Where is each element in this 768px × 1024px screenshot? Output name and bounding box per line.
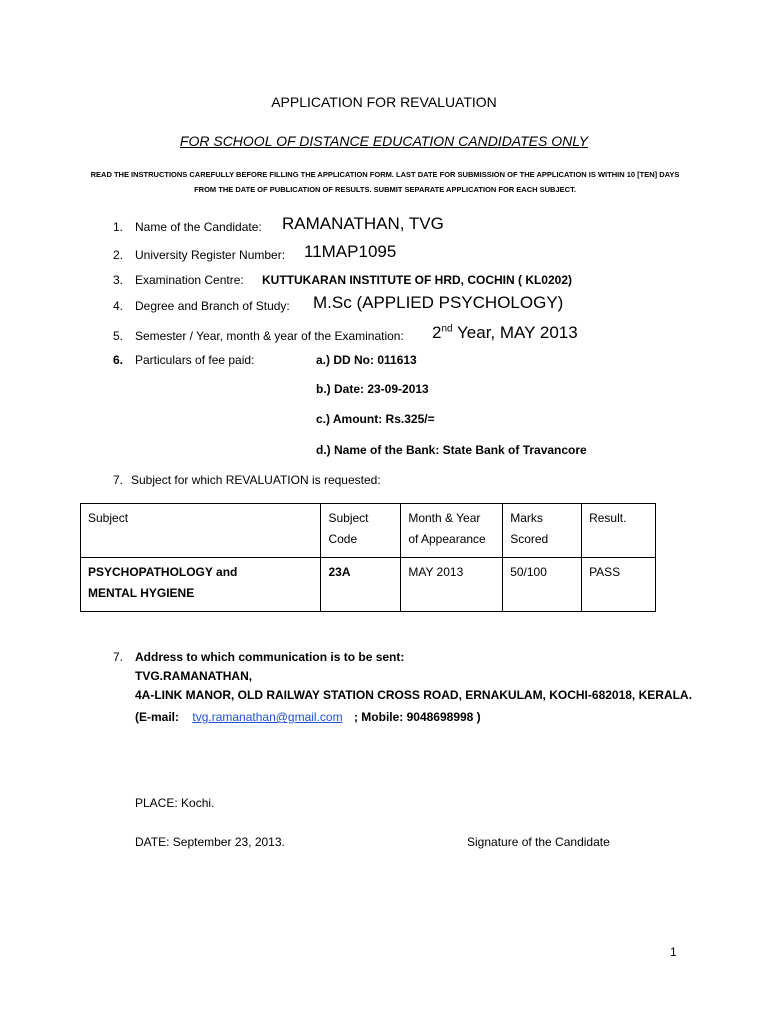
- fee-label: Particulars of fee paid:: [135, 353, 255, 367]
- email-link[interactable]: tvg.ramanathan@gmail.com: [192, 710, 343, 724]
- subject-line2: MENTAL HYGIENE: [88, 586, 195, 600]
- table-cell-month-year: [401, 558, 503, 612]
- register-number-label: University Register Number:: [135, 248, 286, 262]
- fee-amount: c.) Amount: Rs.325/=: [316, 412, 435, 426]
- header-subject-code-line2: Code: [328, 532, 358, 546]
- candidate-name-label: Name of the Candidate:: [135, 220, 262, 234]
- subject-line1: PSYCHOPATHOLOGY and: [88, 565, 238, 579]
- table-cell-code: [321, 558, 401, 612]
- item-number: 7.: [113, 650, 124, 664]
- degree-label: Degree and Branch of Study:: [135, 299, 290, 313]
- header-result: Result.: [589, 511, 627, 525]
- degree-value: M.Sc (APPLIED PSYCHOLOGY): [313, 293, 564, 312]
- revaluation-subject-table: [80, 503, 656, 612]
- fee-date: b.) Date: 23-09-2013: [316, 382, 429, 396]
- item-number: 3.: [113, 273, 124, 287]
- address-name: TVG.RAMANATHAN,: [135, 669, 253, 683]
- exam-centre-label: Examination Centre:: [135, 273, 244, 287]
- item-number: 6.: [113, 353, 124, 367]
- header-month-year-line2: of Appearance: [408, 532, 486, 546]
- table-header-cell: [81, 504, 321, 558]
- address-line: 4A-LINK MANOR, OLD RAILWAY STATION CROSS ROAD, ERNAKULAM, KOCHI-682018, KERALA.: [135, 688, 692, 702]
- date-text: DATE: September 23, 2013.: [135, 835, 285, 849]
- semester-year-rest: Year, MAY 2013: [452, 323, 578, 342]
- table-cell-result: [582, 558, 656, 612]
- table-header-row: [81, 504, 656, 558]
- table-header-cell: [321, 504, 401, 558]
- semester-label: Semester / Year, month & year of the Examination:: [135, 329, 404, 343]
- item-number: 5.: [113, 329, 124, 343]
- mobile-number: ; Mobile: 9048698998 ): [353, 710, 481, 724]
- month-year: MAY 2013: [408, 565, 464, 579]
- marks: 50/100: [510, 565, 547, 579]
- page-number: 1: [670, 945, 677, 959]
- header-subject-code-line1: Subject: [328, 511, 369, 525]
- signature-label: Signature of the Candidate: [467, 835, 610, 849]
- item-number: 4.: [113, 299, 124, 313]
- table-cell-subject: [81, 558, 321, 612]
- instructions-text: READ THE INSTRUCTIONS CAREFULLY BEFORE FILLING THE APPLICATION FORM. LAST DATE FOR SUBMISSION OF THE APPLICATION IS WITHIN 10 [TEN] DAYS FROM THE DATE OF PUBLICATION OF RESULTS. SUBMIT SEPARATE APPLICATION FOR EACH SUBJECT.: [90, 170, 680, 194]
- table-header-cell: [401, 504, 503, 558]
- table-header-cell: [503, 504, 582, 558]
- address-label: Address to which communication is to be sent:: [135, 650, 405, 664]
- header-month-year-line1: Month & Year: [408, 511, 481, 525]
- form-subtitle: FOR SCHOOL OF DISTANCE EDUCATION CANDIDATES ONLY: [179, 133, 589, 149]
- register-number-value: 11MAP1095: [304, 242, 397, 261]
- header-subject: Subject: [88, 511, 129, 525]
- result: PASS: [589, 565, 621, 579]
- exam-centre-value: KUTTUKARAN INSTITUTE OF HRD, COCHIN ( KL0202): [262, 273, 573, 287]
- contact-line: [135, 710, 481, 724]
- fee-bank: d.) Name of the Bank: State Bank of Travancore: [316, 443, 587, 457]
- table-header-cell: [582, 504, 656, 558]
- header-marks-line2: Scored: [510, 532, 549, 546]
- semester-year-suffix: nd: [441, 323, 453, 335]
- semester-value: [432, 323, 578, 343]
- table-cell-marks: [503, 558, 582, 612]
- subject-heading: Subject for which REVALUATION is requested:: [131, 473, 381, 487]
- place-text: PLACE: Kochi.: [135, 796, 215, 810]
- item-number: 1.: [113, 220, 124, 234]
- header-marks-line1: Marks: [510, 511, 543, 525]
- email-prefix: (E-mail:: [135, 710, 180, 724]
- item-number: 2.: [113, 248, 124, 262]
- subject-code: 23A: [328, 565, 351, 579]
- item-number: 7.: [113, 473, 124, 487]
- form-title: APPLICATION FOR REVALUATION: [271, 94, 497, 110]
- candidate-name-value: RAMANATHAN, TVG: [282, 214, 444, 233]
- table-row: [81, 558, 656, 612]
- fee-dd-number: a.) DD No: 011613: [316, 353, 417, 367]
- semester-year-number: 2: [432, 323, 442, 342]
